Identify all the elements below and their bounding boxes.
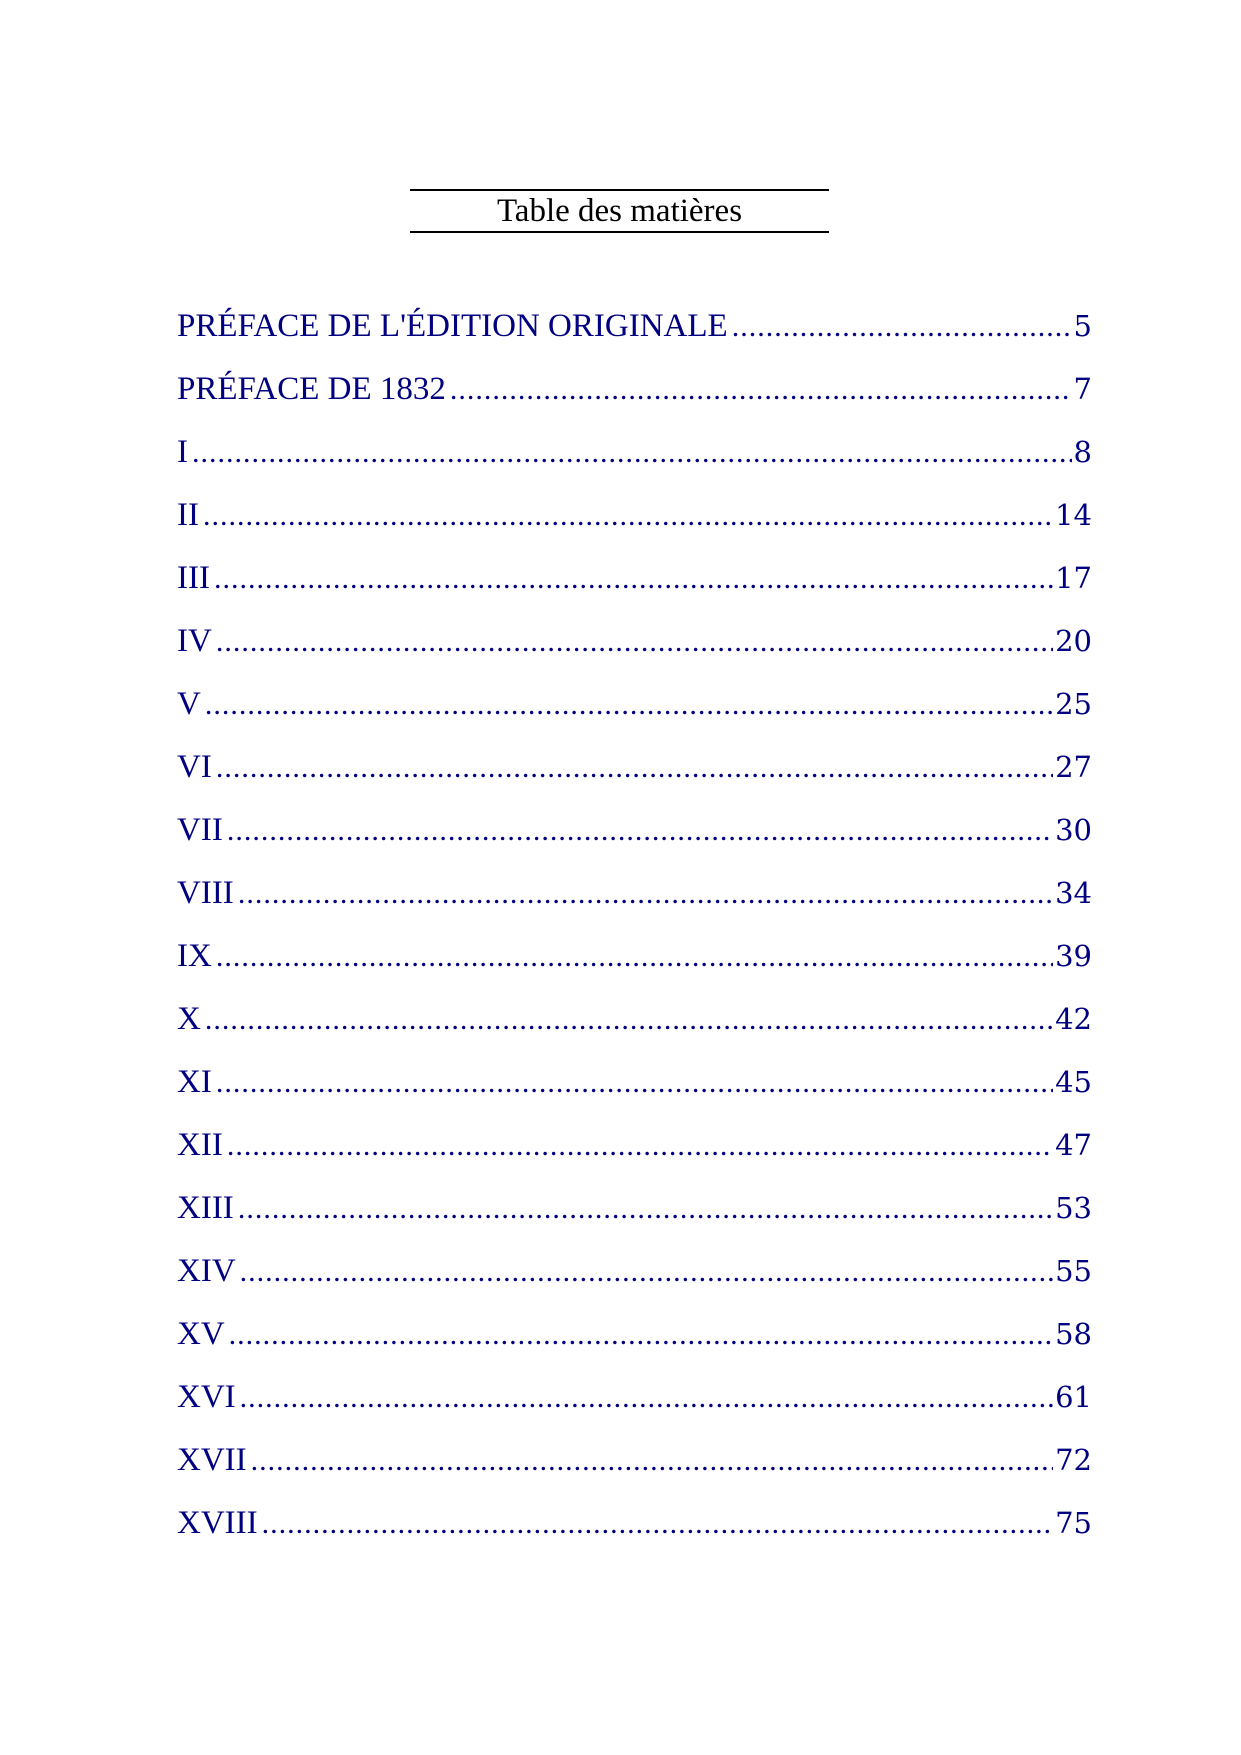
toc-entry-chapter-5[interactable]: [177, 686, 1092, 749]
toc-entry-chapter-4[interactable]: [177, 623, 1092, 686]
toc-entry-preface-1832[interactable]: [177, 371, 1092, 434]
toc-entry-chapter-11[interactable]: [177, 1064, 1092, 1127]
toc-entry-label: II: [177, 497, 199, 533]
toc-entry-page: 8: [1073, 435, 1092, 469]
toc-entry-label: PRÉFACE DE L'ÉDITION ORIGINALE: [177, 308, 728, 344]
dot-leader: [216, 625, 1053, 659]
table-of-contents: [177, 308, 1092, 1568]
toc-entry-page: 25: [1055, 687, 1092, 721]
toc-entry-chapter-15[interactable]: [177, 1316, 1092, 1379]
toc-entry-page: 72: [1055, 1443, 1092, 1477]
page-header: [410, 189, 829, 233]
toc-entry-page: 55: [1055, 1254, 1092, 1288]
toc-entry-label: XIV: [177, 1253, 236, 1289]
toc-entry-page: 47: [1055, 1128, 1092, 1162]
toc-entry-label: XVI: [177, 1379, 236, 1415]
toc-entry-chapter-3[interactable]: [177, 560, 1092, 623]
toc-entry-chapter-9[interactable]: [177, 938, 1092, 1001]
toc-entry-label: XII: [177, 1127, 223, 1163]
dot-leader: [227, 814, 1053, 848]
dot-leader: [240, 1381, 1053, 1415]
toc-entry-page: 42: [1055, 1002, 1092, 1036]
toc-entry-chapter-6[interactable]: [177, 749, 1092, 812]
toc-entry-preface-originale[interactable]: [177, 308, 1092, 371]
toc-entry-chapter-18[interactable]: [177, 1505, 1092, 1568]
toc-entry-page: 75: [1055, 1506, 1092, 1540]
toc-entry-page: 58: [1055, 1317, 1092, 1351]
toc-entry-label: XV: [177, 1316, 225, 1352]
dot-leader: [214, 562, 1053, 596]
toc-entry-label: X: [177, 1001, 201, 1037]
toc-entry-label: III: [177, 560, 210, 596]
toc-entry-label: I: [177, 434, 188, 470]
toc-entry-label: XI: [177, 1064, 212, 1100]
toc-entry-label: XIII: [177, 1190, 234, 1226]
dot-leader: [240, 1255, 1053, 1289]
dot-leader: [216, 1066, 1053, 1100]
toc-entry-label: IX: [177, 938, 212, 974]
toc-entry-page: 20: [1055, 624, 1092, 658]
dot-leader: [238, 1192, 1053, 1226]
dot-leader: [450, 373, 1072, 407]
toc-entry-chapter-10[interactable]: [177, 1001, 1092, 1064]
toc-entry-chapter-12[interactable]: [177, 1127, 1092, 1190]
toc-entry-page: 27: [1055, 750, 1092, 784]
dot-leader: [732, 310, 1072, 344]
toc-entry-chapter-13[interactable]: [177, 1190, 1092, 1253]
toc-entry-label: VIII: [177, 875, 234, 911]
dot-leader: [262, 1507, 1053, 1541]
toc-entry-label: IV: [177, 623, 212, 659]
toc-entry-page: 34: [1055, 876, 1092, 910]
toc-entry-page: 30: [1055, 813, 1092, 847]
dot-leader: [229, 1318, 1053, 1352]
dot-leader: [192, 436, 1072, 470]
toc-entry-chapter-7[interactable]: [177, 812, 1092, 875]
page-title: Table des matières: [496, 192, 743, 229]
toc-entry-page: 7: [1073, 372, 1092, 406]
toc-entry-chapter-17[interactable]: [177, 1442, 1092, 1505]
toc-entry-page: 53: [1055, 1191, 1092, 1225]
toc-entry-chapter-1[interactable]: [177, 434, 1092, 497]
dot-leader: [251, 1444, 1053, 1478]
dot-leader: [205, 688, 1053, 722]
toc-entry-label: PRÉFACE DE 1832: [177, 371, 446, 407]
toc-entry-page: 61: [1055, 1380, 1092, 1414]
toc-entry-chapter-8[interactable]: [177, 875, 1092, 938]
toc-entry-label: XVII: [177, 1442, 247, 1478]
toc-entry-label: XVIII: [177, 1505, 258, 1541]
toc-entry-page: 45: [1055, 1065, 1092, 1099]
toc-entry-chapter-16[interactable]: [177, 1379, 1092, 1442]
dot-leader: [227, 1129, 1053, 1163]
toc-entry-page: 14: [1055, 498, 1092, 532]
toc-entry-label: VII: [177, 812, 223, 848]
toc-entry-label: VI: [177, 749, 212, 785]
toc-entry-chapter-2[interactable]: [177, 497, 1092, 560]
toc-entry-chapter-14[interactable]: [177, 1253, 1092, 1316]
dot-leader: [203, 499, 1053, 533]
toc-entry-page: 39: [1055, 939, 1092, 973]
dot-leader: [205, 1003, 1053, 1037]
dot-leader: [238, 877, 1053, 911]
toc-entry-label: V: [177, 686, 201, 722]
dot-leader: [216, 751, 1053, 785]
toc-entry-page: 5: [1073, 309, 1092, 343]
dot-leader: [216, 940, 1053, 974]
toc-entry-page: 17: [1055, 561, 1092, 595]
